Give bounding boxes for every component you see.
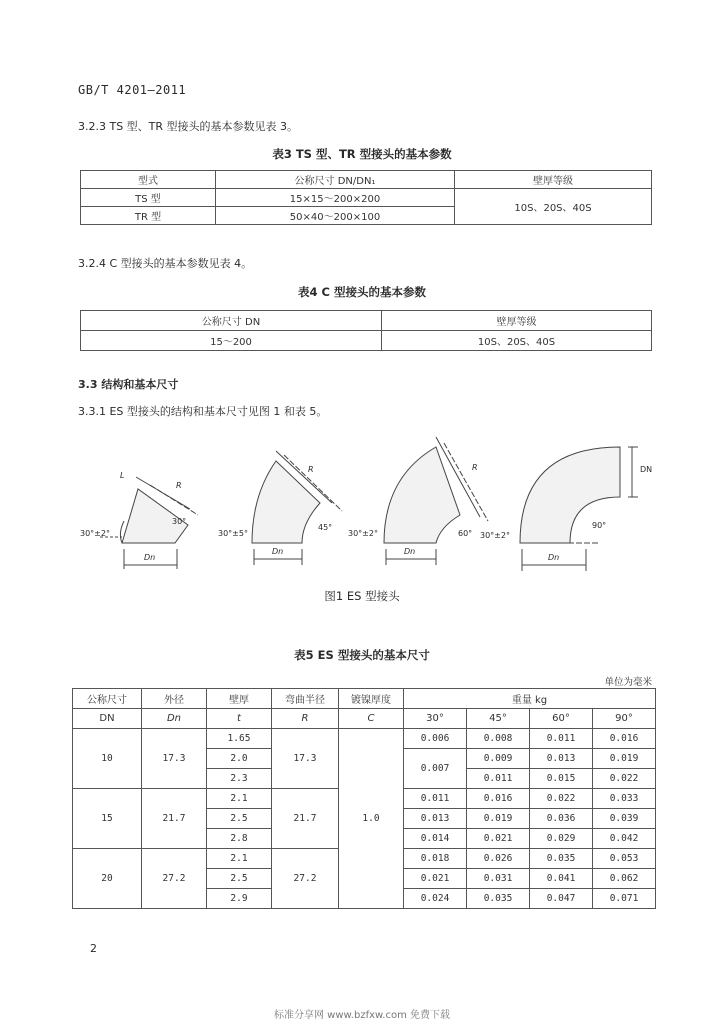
t5-header: 重量 kg — [404, 689, 656, 709]
t5-t: 2.1 — [207, 849, 272, 869]
t5-header-sub: C — [339, 709, 404, 729]
t5-t: 2.9 — [207, 889, 272, 909]
t5-c: 1.0 — [339, 729, 404, 909]
table3-cell: 50×40～200×100 — [216, 207, 455, 225]
t5-w: 0.006 — [404, 729, 467, 749]
degree-label: 30° — [172, 517, 187, 526]
t5-header-sub: t — [207, 709, 272, 729]
table3-cell: 10S、20S、40S — [455, 189, 652, 225]
elbow-45 — [252, 451, 342, 565]
elbow-drawings — [80, 425, 660, 585]
section-3-3-1: 3.3.1 ES 型接头的结构和基本尺寸见图 1 和表 5。 — [78, 405, 328, 418]
table3 — [80, 170, 652, 225]
t5-header-sub: R — [272, 709, 339, 729]
t5-header-sub: 30° — [404, 709, 467, 729]
standard-id: GB/T 4201—2011 — [78, 83, 187, 97]
degree-label: 60° — [458, 529, 473, 538]
t5-w: 0.016 — [467, 789, 530, 809]
table3-cell: TR 型 — [81, 207, 216, 225]
t5-w: 0.036 — [530, 809, 593, 829]
footer-watermark: 标准分享网 www.bzfxw.com 免费下载 — [274, 1010, 450, 1021]
angle-label: 30°±2° — [348, 529, 378, 538]
t5-w: 0.035 — [530, 849, 593, 869]
t5-w: 0.013 — [530, 749, 593, 769]
t5-w: 0.042 — [593, 829, 656, 849]
t5-header-sub: Dn — [142, 709, 207, 729]
t5-w: 0.011 — [467, 769, 530, 789]
section-3-3: 3.3 结构和基本尺寸 — [78, 378, 179, 391]
dn-vertical-label: DN — [640, 465, 653, 474]
table4-cell: 15～200 — [81, 331, 382, 351]
t5-od: 17.3 — [142, 729, 207, 789]
t5-od: 27.2 — [142, 849, 207, 909]
t5-w: 0.039 — [593, 809, 656, 829]
t5-w: 0.026 — [467, 849, 530, 869]
dn-label: Dn — [144, 553, 156, 562]
angle-label: 30°±5° — [218, 529, 248, 538]
table4-caption: 表4 C 型接头的基本参数 — [298, 285, 426, 299]
table4-header-wall: 壁厚等级 — [382, 311, 652, 331]
t5-w: 0.016 — [593, 729, 656, 749]
page-number: 2 — [90, 942, 97, 955]
figure-caption: 图1 ES 型接头 — [324, 589, 400, 603]
t5-dn: 15 — [73, 789, 142, 849]
t5-w: 0.035 — [467, 889, 530, 909]
r-label: R — [176, 481, 182, 490]
t5-header-sub: 45° — [467, 709, 530, 729]
t5-w: 0.018 — [404, 849, 467, 869]
t5-od: 21.7 — [142, 789, 207, 849]
table3-caption: 表3 TS 型、TR 型接头的基本参数 — [272, 147, 452, 161]
dn-label: Dn — [404, 547, 416, 556]
table3-header-wall: 壁厚等级 — [455, 171, 652, 189]
t5-t: 2.5 — [207, 809, 272, 829]
t5-w: 0.031 — [467, 869, 530, 889]
t5-t: 1.65 — [207, 729, 272, 749]
t5-w: 0.009 — [467, 749, 530, 769]
unit-note: 单位为毫米 — [604, 677, 652, 688]
t5-header: 外径 — [142, 689, 207, 709]
table4-header-size: 公称尺寸 DN — [81, 311, 382, 331]
t5-header-sub: 90° — [593, 709, 656, 729]
r-label: R — [472, 463, 478, 472]
t5-w: 0.021 — [467, 829, 530, 849]
table3-cell: 15×15～200×200 — [216, 189, 455, 207]
elbow-90 — [520, 447, 638, 571]
t5-w: 0.053 — [593, 849, 656, 869]
t5-header: 镀镍厚度 — [339, 689, 404, 709]
t5-header: 弯曲半径 — [272, 689, 339, 709]
dn-label: Dn — [548, 553, 560, 562]
t5-w: 0.008 — [467, 729, 530, 749]
t5-header-sub: DN — [73, 709, 142, 729]
degree-label: 90° — [592, 521, 607, 530]
t5-w: 0.071 — [593, 889, 656, 909]
r-label: R — [308, 465, 314, 474]
t5-r: 21.7 — [272, 789, 339, 849]
t5-w: 0.022 — [530, 789, 593, 809]
table3-header-size: 公称尺寸 DN/DN₁ — [216, 171, 455, 189]
t5-w: 0.011 — [404, 789, 467, 809]
t5-t: 2.3 — [207, 769, 272, 789]
t5-w: 0.024 — [404, 889, 467, 909]
t5-w: 0.021 — [404, 869, 467, 889]
t5-t: 2.0 — [207, 749, 272, 769]
l-label: L — [120, 471, 125, 480]
t5-t: 2.5 — [207, 869, 272, 889]
t5-w: 0.007 — [404, 749, 467, 789]
t5-dn: 10 — [73, 729, 142, 789]
t5-t: 2.1 — [207, 789, 272, 809]
figure-es-elbows — [80, 425, 660, 585]
table5 — [72, 688, 656, 909]
degree-label: 45° — [318, 523, 333, 532]
table3-header-type: 型式 — [81, 171, 216, 189]
table4-cell: 10S、20S、40S — [382, 331, 652, 351]
t5-t: 2.8 — [207, 829, 272, 849]
t5-w: 0.011 — [530, 729, 593, 749]
t5-w: 0.029 — [530, 829, 593, 849]
t5-w: 0.022 — [593, 769, 656, 789]
t5-w: 0.062 — [593, 869, 656, 889]
t5-r: 17.3 — [272, 729, 339, 789]
t5-w: 0.013 — [404, 809, 467, 829]
t5-w: 0.019 — [467, 809, 530, 829]
t5-r: 27.2 — [272, 849, 339, 909]
table4 — [80, 310, 652, 351]
dn-label: Dn — [272, 547, 284, 556]
t5-w: 0.019 — [593, 749, 656, 769]
table3-cell: TS 型 — [81, 189, 216, 207]
t5-dn: 20 — [73, 849, 142, 909]
t5-w: 0.015 — [530, 769, 593, 789]
t5-w: 0.014 — [404, 829, 467, 849]
t5-header: 壁厚 — [207, 689, 272, 709]
t5-header-sub: 60° — [530, 709, 593, 729]
angle-label: 30°±2° — [80, 529, 110, 538]
t5-header: 公称尺寸 — [73, 689, 142, 709]
section-3-2-4: 3.2.4 C 型接头的基本参数见表 4。 — [78, 257, 253, 270]
elbow-60 — [384, 437, 488, 565]
section-3-2-3: 3.2.3 TS 型、TR 型接头的基本参数见表 3。 — [78, 120, 299, 133]
t5-w: 0.041 — [530, 869, 593, 889]
table5-caption: 表5 ES 型接头的基本尺寸 — [294, 648, 430, 662]
t5-w: 0.047 — [530, 889, 593, 909]
t5-w: 0.033 — [593, 789, 656, 809]
angle-label: 30°±2° — [480, 531, 510, 540]
